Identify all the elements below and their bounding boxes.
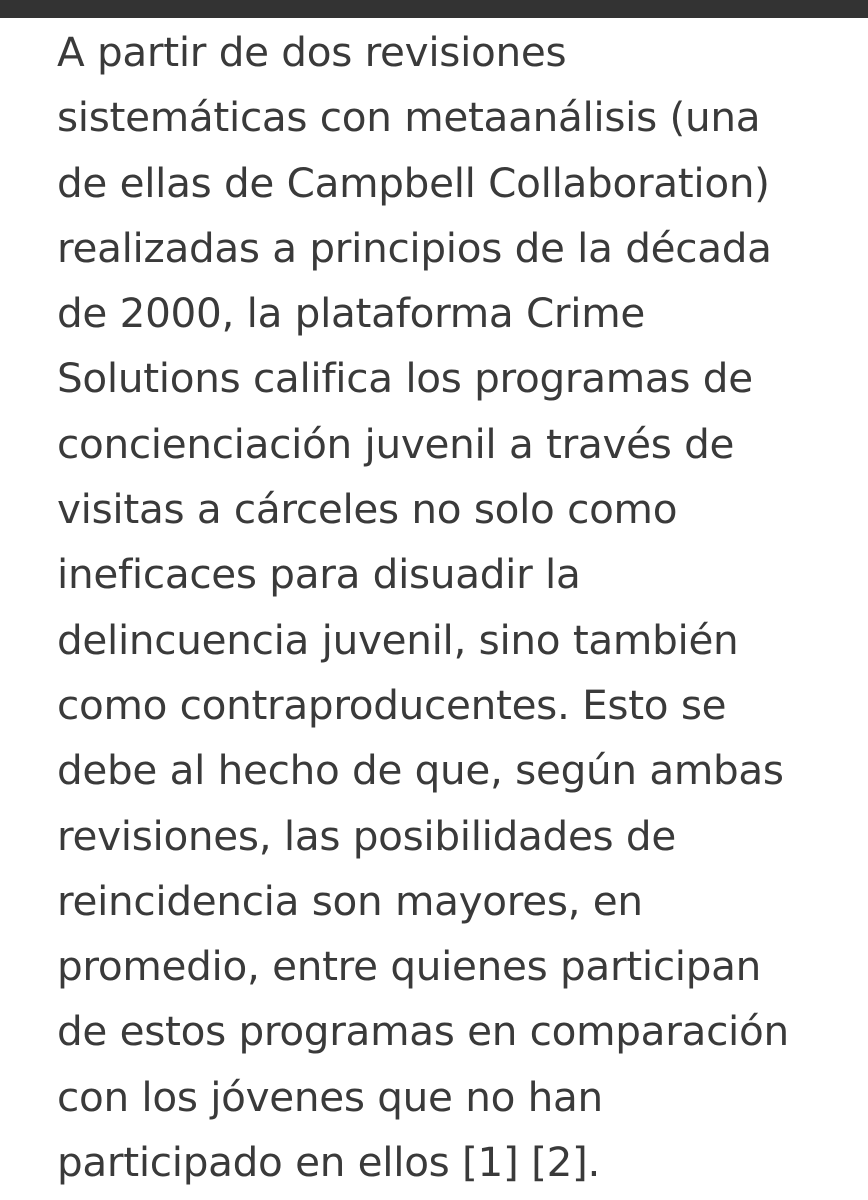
paragraph-line: delincuencia juvenil, sino también <box>57 615 739 664</box>
paragraph-line: de 2000, la plataforma Crime <box>57 289 646 338</box>
top-bar <box>0 0 868 18</box>
paragraph-line: concienciación juvenil a través de <box>57 419 735 468</box>
paragraph-line: con los jóvenes que no han <box>57 1072 603 1121</box>
paragraph-line: reincidencia son mayores, en <box>57 876 643 925</box>
paragraph-line: de ellas de Campbell Collaboration) <box>57 158 770 207</box>
paragraph-line: revisiones, las posibilidades de <box>57 811 676 860</box>
paragraph-line: Solutions califica los programas de <box>57 354 753 403</box>
paragraph-line: A partir de dos revisiones <box>57 28 567 76</box>
paragraph-line: realizadas a principios de la década <box>57 223 772 272</box>
paragraph-line: como contraproducentes. Esto se <box>57 680 727 729</box>
paragraph-line: participado en ellos [1] [2]. <box>57 1138 601 1187</box>
article-paragraph <box>57 20 847 1195</box>
paragraph-line: promedio, entre quienes participan <box>57 942 762 991</box>
paragraph-line: ineficaces para disuadir la <box>57 550 581 599</box>
paragraph-line: sistemáticas con metaanálisis (una <box>57 93 761 142</box>
paragraph-line: visitas a cárceles no solo como <box>57 485 678 534</box>
paragraph-line: debe al hecho de que, según ambas <box>57 746 784 795</box>
paragraph-line: de estos programas en comparación <box>57 1007 789 1056</box>
